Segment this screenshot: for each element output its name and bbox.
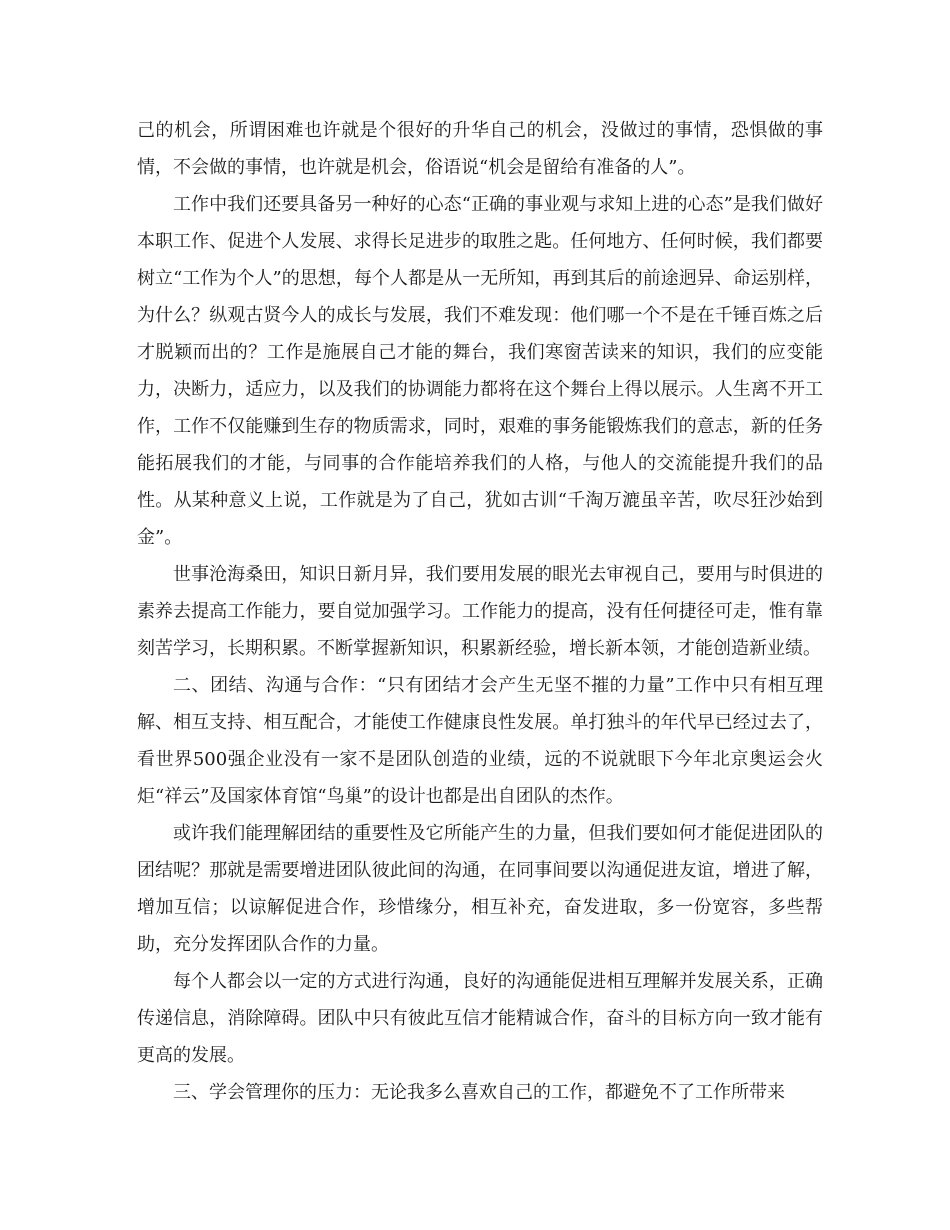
paragraph-communication: 每个人都会以一定的方式进行沟通，良好的沟通能促进相互理解并发展关系，正确传递信息，消除障碍。团队中只有彼此互信才能精诚合作，奋斗的目标方向一致才能有更高的发展。 — [137, 971, 823, 1066]
paragraph-pressure: 三、学会管理你的压力：无论我多么喜欢自己的工作，都避免不了工作所带来 — [173, 1082, 785, 1103]
paragraph-continued: 己的机会，所谓困难也许就是个很好的升华自己的机会，没做过的事情，恐惧做的事情，不会做的事情，也许就是机会，俗语说“机会是留给有准备的人”。 — [137, 120, 823, 178]
paragraph-learning: 世事沧海桑田，知识日新月异，我们要用发展的眼光去审视自己，要用与时俱进的素养去提高工作能力，要自觉加强学习。工作能力的提高，没有任何捷径可走，惟有靠刻苦学习，长期积累。不断掌握新知识，积累新经验，增长新本领，才能创造新业绩。 — [137, 564, 823, 659]
document-body — [137, 112, 823, 1111]
paragraph-team-unity: 或许我们能理解团结的重要性及它所能产生的力量，但我们要如何才能促进团队的团结呢？那就是需要增进团队彼此间的沟通，在同事间要以沟通促进友谊，增进了解，增加互信；以谅解促进合作，珍惜缘分，相互补充，奋发进取，多一份宽容，多些帮助，充分发挥团队合作的力量。 — [137, 823, 823, 955]
paragraph-teamwork: 二、团结、沟通与合作：“只有团结才会产生无坚不摧的力量”工作中只有相互理解、相互支持、相互配合，才能使工作健康良性发展。单打独斗的年代早已经过去了，看世界500强企业没有一家不是团队创造的业绩，远的不说就眼下今年北京奥运会火炬“祥云”及国家体育馆“鸟巢”的设计也都是出自团队的杰作。 — [137, 675, 823, 807]
paragraph-mindset: 工作中我们还要具备另一种好的心态“正确的事业观与求知上进的心态”是我们做好本职工作、促进个人发展、求得长足进步的取胜之匙。任何地方、任何时候，我们都要树立“工作为个人”的思想，每个人都是从一无所知，再到其后的前途迥异、命运别样，为什么？纵观古贤今人的成长与发展，我们不难发现：他们哪一个不是在千锤百炼之后才脱颖而出的？工作是施展自己才能的舞台，我们寒窗苦读来的知识，我们的应变能力，决断力，适应力，以及我们的协调能力都将在这个舞台上得以展示。人生离不开工作，工作不仅能赚到生存的物质需求，同时，艰难的事务能锻炼我们的意志，新的任务能拓展我们的才能，与同事的合作能培养我们的人格，与他人的交流能提升我们的品性。从某种意义上说，工作就是为了自己，犹如古训“千淘万漉虽辛苦，吹尽狂沙始到金”。 — [137, 194, 823, 548]
